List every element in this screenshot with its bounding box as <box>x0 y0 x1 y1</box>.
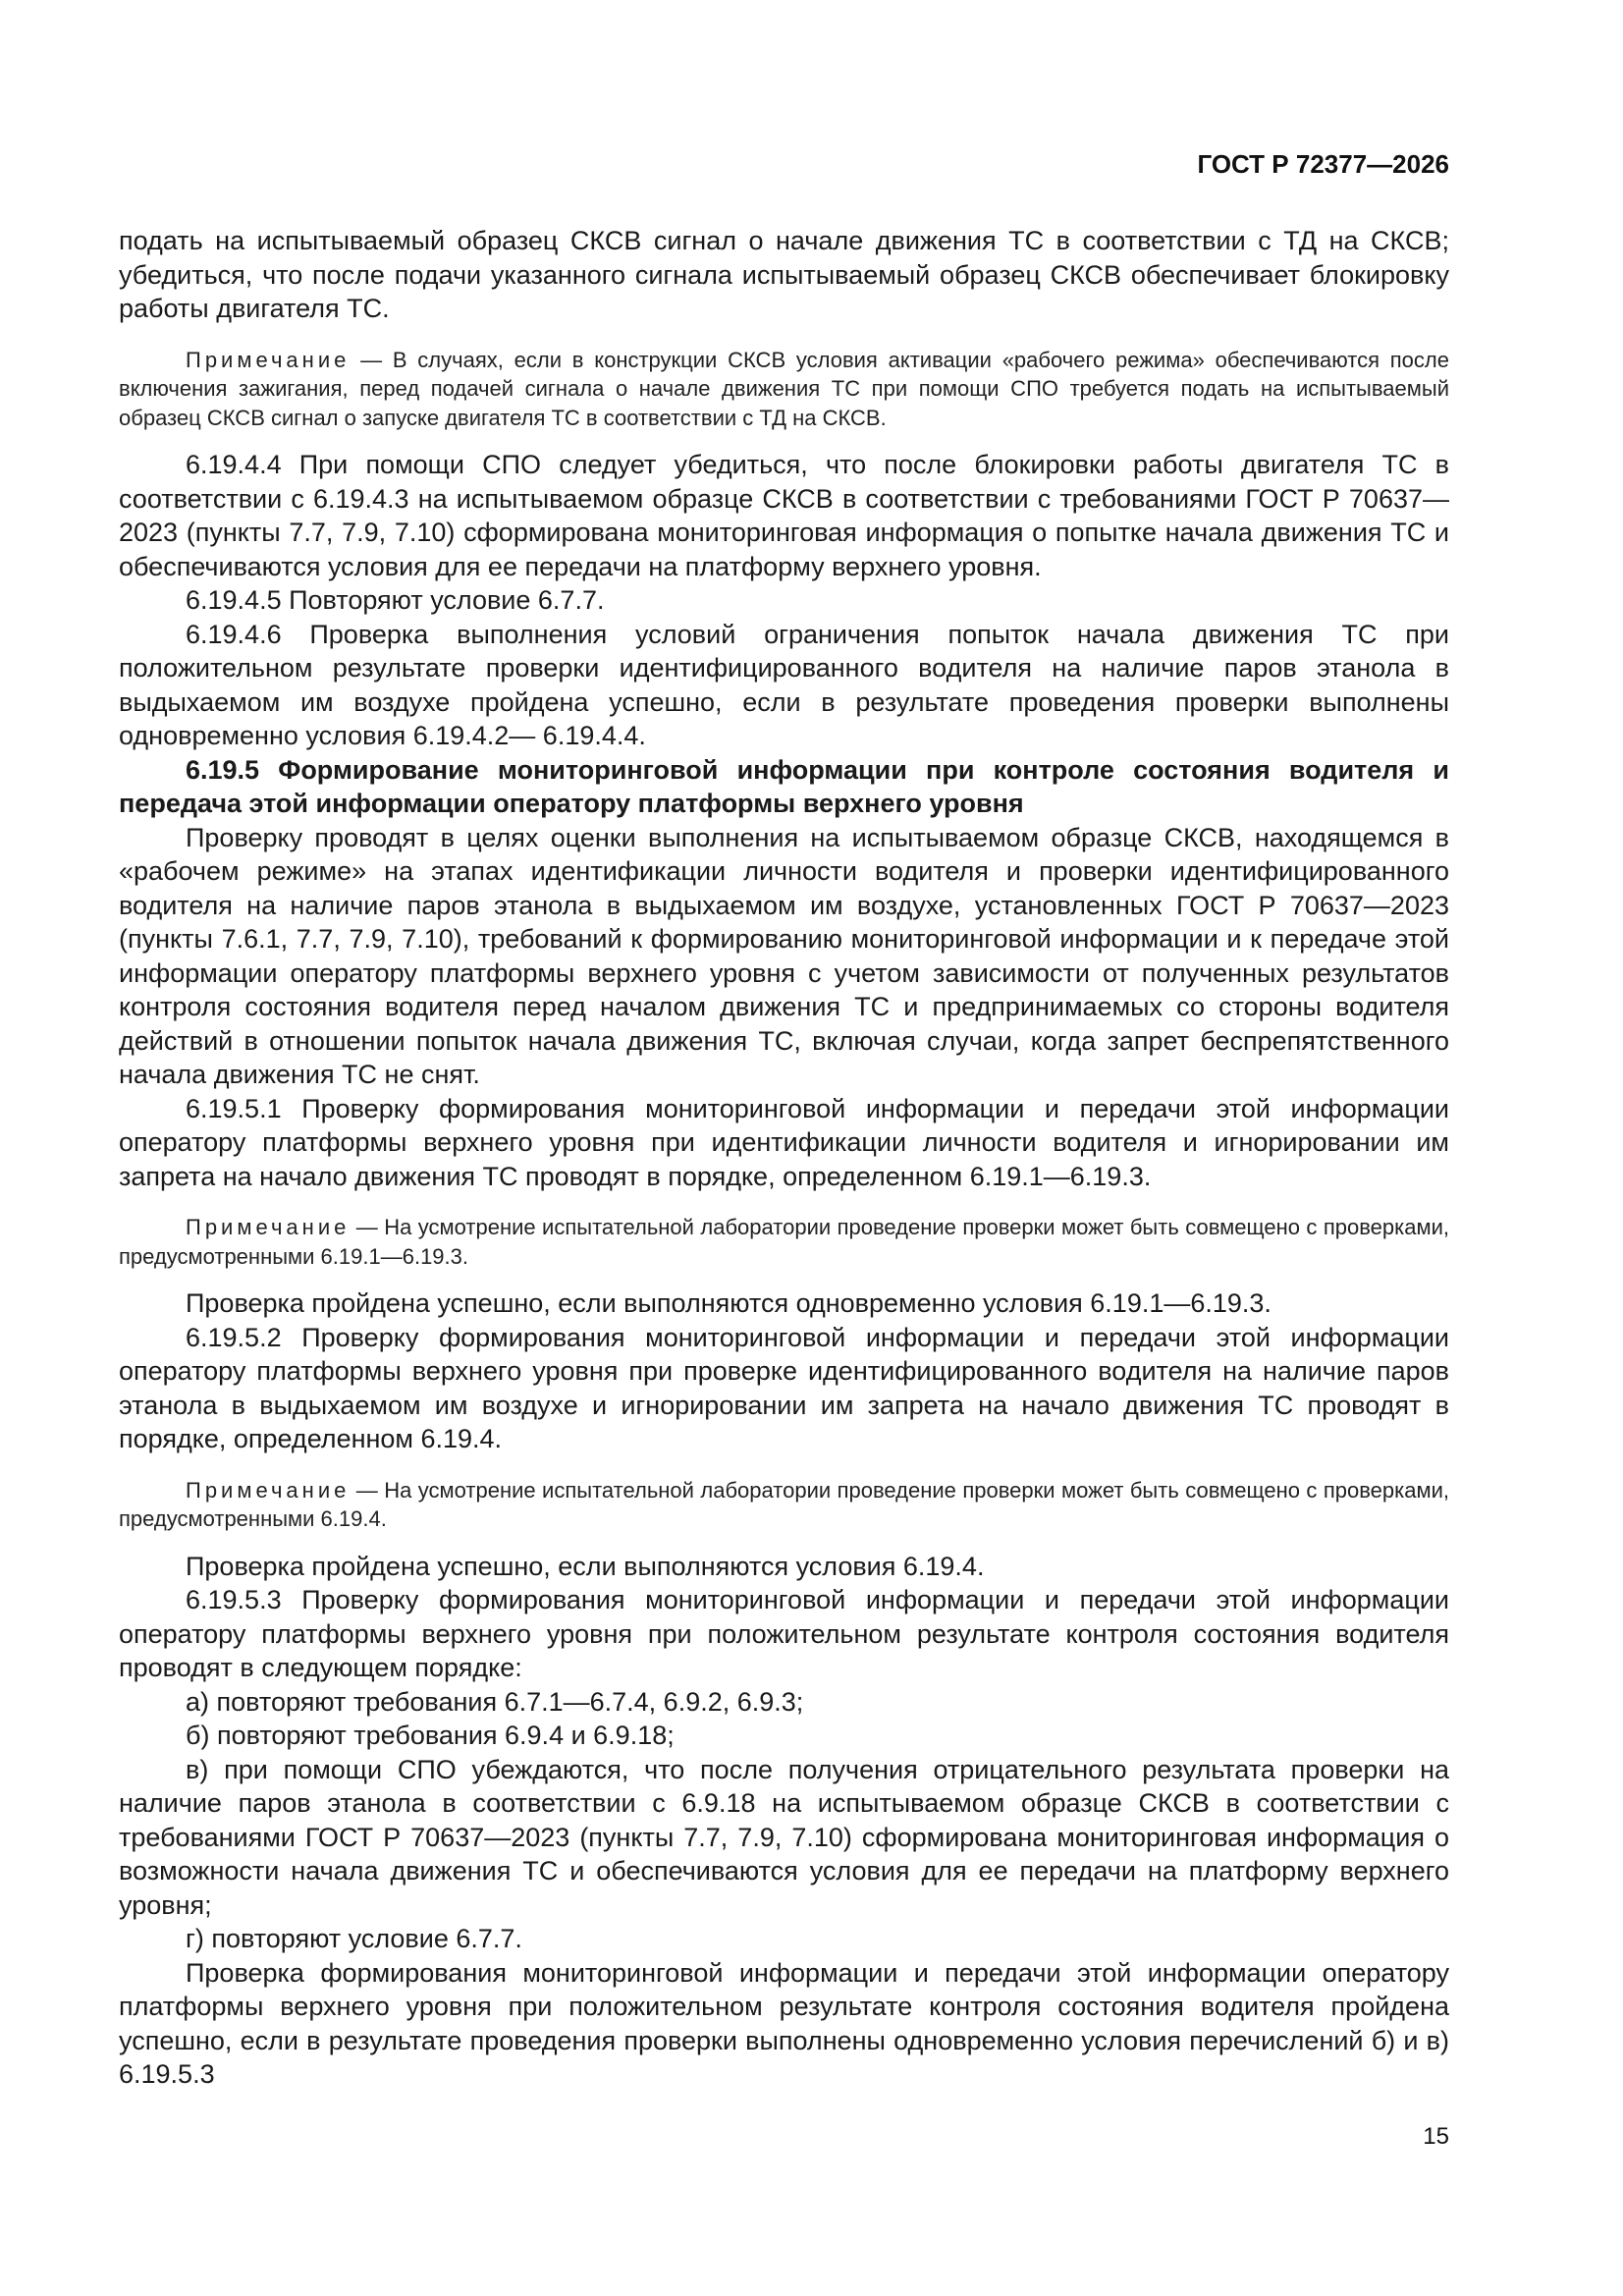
note-label: Примечание <box>186 1477 351 1503</box>
paragraph-continuation: подать на испытываемый образец СКСВ сигнал о начале движения ТС в соответствии с ТД на СКСВ; убедиться, что после подачи указанного сигнала испытываемый образец СКСВ обеспечивает блокировку работы двигателя ТС. <box>119 226 1449 323</box>
clause-6-19-5-2: 6.19.5.2 Проверку формирования мониторинговой информации и передачи этой информации оператору платформы верхнего уровня при проверке идентифицированного водителя на наличие паров этанола в выдыхаемом им воздухе и игнорировании им запрета на начало движения ТС проводят в порядке, определенном 6.19.4. <box>119 1322 1449 1453</box>
clause-6-19-5-3: 6.19.5.3 Проверку формирования мониторинговой информации и передачи этой информации оператору платформы верхнего уровня при положительном результате контроля состояния водителя проводят в следующем порядке: <box>119 1585 1449 1682</box>
result-6-19-5-3: Проверка формирования мониторинговой информации и передачи этой информации оператору платформы верхнего уровня при положительном результате контроля состояния водителя пройдена успешно, если в результате проведения проверки выполнены одновременно условия перечислений б) и в) 6.19.5.3 <box>119 1957 1449 2089</box>
note-label: Примечание <box>186 1215 351 1239</box>
note-6-19-5-1 <box>119 1213 1449 1271</box>
document-standard-id: ГОСТ Р 72377—2026 <box>1197 149 1449 179</box>
list-item-v: в) при помощи СПО убеждаются, что после получения отрицательного результата проверки на наличие паров этанола в соответствии с 6.9.18 на испытываемом образце СКСВ в соответствии с требованиями ГОСТ Р 70637—2023 (пункты 7.7, 7.9, 7.10) сформирована мониторинговая информация о возможности начала движения ТС и обеспечиваются условия для ее передачи на платформу верхнего уровня; <box>119 1754 1449 1920</box>
note-text: — На усмотрение испытательной лаборатории проведение проверки может быть совмещено с проверками, предусмотренными 6.19.1—6.19.3. <box>119 1215 1449 1269</box>
section-heading-6-19-5: 6.19.5 Формирование мониторинговой информации при контроле состояния водителя и передача этой информации оператору платформы верхнего уровня <box>119 754 1449 818</box>
note-label: Примечание <box>186 347 351 372</box>
note-text: — В случаях, если в конструкции СКСВ условия активации «рабочего режима» обеспечиваются после включения зажигания, перед подачей сигнала о начале движения ТС при помощи СПО требуется подать на испытываемый образец СКСВ сигнал о запуске двигателя ТС в соответствии с ТД на СКСВ. <box>119 347 1449 430</box>
list-item-g: г) повторяют условие 6.7.7. <box>186 1924 522 1953</box>
document-body <box>119 224 1449 2092</box>
clause-6-19-4-4: 6.19.4.4 При помощи СПО следует убедиться, что после блокировки работы двигателя ТС в соответствии с 6.19.4.3 на испытываемом образце СКСВ в соответствии с требованиями ГОСТ Р 70637—2023 (пункты 7.7, 7.9, 7.10) сформирована мониторинговая информация о попытке начала движения ТС и обеспечиваются условия для ее передачи на платформу верхнего уровня. <box>119 450 1449 581</box>
clause-6-19-5-1: 6.19.5.1 Проверку формирования мониторинговой информации и передачи этой информации оператору платформы верхнего уровня при идентификации личности водителя и игнорировании им запрета на начало движения ТС проводят в порядке, определенном 6.19.1—6.19.3. <box>119 1093 1449 1191</box>
note-activation <box>119 346 1449 433</box>
result-6-19-5-1: Проверка пройдена успешно, если выполняются одновременно условия 6.19.1—6.19.3. <box>186 1288 1271 1318</box>
list-item-b: б) повторяют требования 6.9.4 и 6.9.18; <box>186 1721 675 1750</box>
clause-6-19-4-6: 6.19.4.6 Проверка выполнения условий ограничения попыток начала движения ТС при положительном результате проверки идентифицированного водителя на наличие паров этанола в выдыхаемом им воздухе пройдена успешно, если в результате проведения проверки выполнены одновременно условия 6.19.4.2— 6.19.4.4. <box>119 619 1449 750</box>
page-number: 15 <box>1423 2123 1449 2150</box>
note-text: — На усмотрение испытательной лаборатории проведение проверки может быть совмещено с проверками, предусмотренными 6.19.4. <box>119 1477 1449 1531</box>
section-6-19-5-intro: Проверку проводят в целях оценки выполнения на испытываемом образце СКСВ, находящемся в «рабочем режиме» на этапах идентификации личности водителя и проверки идентифицированного водителя на наличие паров этанола в выдыхаемом им воздухе, установленных ГОСТ Р 70637—2023 (пункты 7.6.1, 7.7, 7.9, 7.10), требований к формированию мониторинговой информации и к передаче этой информации оператору платформы верхнего уровня с учетом зависимости от полученных результатов контроля состояния водителя перед началом движения ТС и предпринимаемых со стороны водителя действий в отношении попыток начала движения ТС, включая случаи, когда запрет беспрепятственного начала движения ТС не снят. <box>119 822 1449 1089</box>
list-item-a: а) повторяют требования 6.7.1—6.7.4, 6.9.2, 6.9.3; <box>186 1686 804 1717</box>
note-6-19-5-2 <box>119 1476 1449 1534</box>
result-6-19-5-2: Проверка пройдена успешно, если выполняются условия 6.19.4. <box>186 1551 985 1581</box>
clause-6-19-4-5: 6.19.4.5 Повторяют условие 6.7.7. <box>186 585 605 615</box>
